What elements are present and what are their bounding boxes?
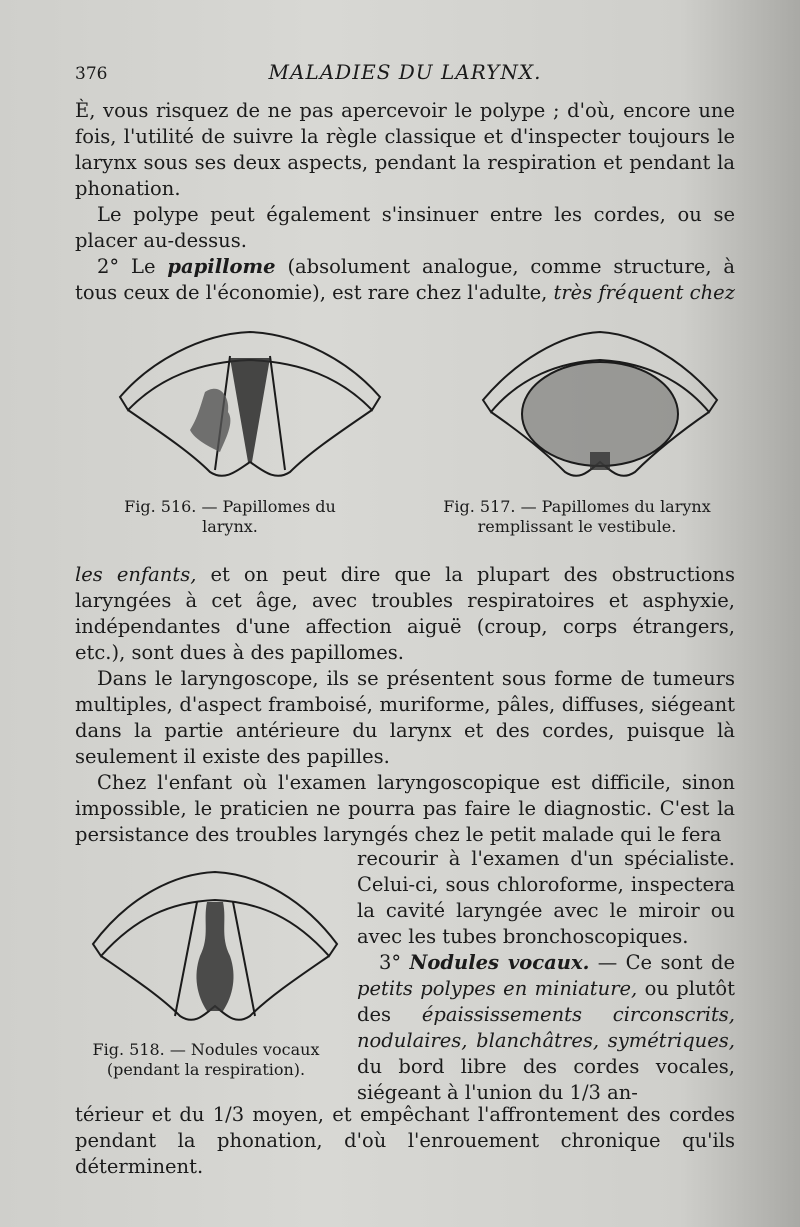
para7-italic-2: épaississements circonscrits, nodulaires, blanchâtres, symétriques, xyxy=(357,1003,735,1052)
paragraph-4 xyxy=(75,562,735,666)
text-block-wrap xyxy=(357,846,735,1106)
figure-517-larynx-drawing xyxy=(475,322,725,487)
running-title: MALADIES DU LARYNX. xyxy=(268,60,542,84)
para7-mid-2: du bord libre des cordes vocales, siégeant à l'union du 1/3 an- xyxy=(357,1055,735,1104)
list-number: 2° xyxy=(97,255,120,278)
running-header xyxy=(75,60,735,90)
caption-fig-517: Fig. 517. — Papillomes du larynx remplissant le vestibule. xyxy=(443,497,711,536)
para7-mid-1: ou plutôt des xyxy=(357,977,735,1026)
paragraph-2: Le polype peut également s'insinuer entre les cordes, ou se placer au-dessus. xyxy=(75,203,735,252)
para3-tail: très fréquent chez xyxy=(553,281,735,304)
para7-italic-1: petits polypes en miniature, xyxy=(357,977,638,1000)
paragraph-3 xyxy=(75,254,735,306)
text-block-top xyxy=(75,98,735,306)
caption-fig-516: Fig. 516. — Papillomes du larynx. xyxy=(124,497,336,536)
paragraph-1: È, vous risquez de ne pas apercevoir le polype ; d'où, encore une fois, l'utilité de suivre la règle classique et d'inspecter toujours le larynx sous ses deux aspects, pendant la respiration et pendant la phonation. xyxy=(75,99,735,200)
para3-lead: Le xyxy=(131,255,156,278)
paragraph-7-continued: térieur et du 1/3 moyen, et empêchant l'affrontement des cordes pendant la phonation, d'où l'enrouement chronique qu'ils déterminent. xyxy=(75,1103,735,1178)
para4-lead: les enfants, xyxy=(75,563,197,586)
caption-fig-518: Fig. 518. — Nodules vocaux (pendant la respiration). xyxy=(92,1040,320,1079)
para7-dash: — Ce sont de xyxy=(597,951,735,974)
figure-516-larynx-drawing xyxy=(110,322,390,487)
para4-rest: et on peut dire que la plupart des obstructions laryngées à cet âge, avec troubles respiratoires et asphyxie, indépendantes d'une affection aiguë (croup, corps étrangers, etc.), sont dues à des papillomes. xyxy=(75,563,735,664)
list-number-3: 3° xyxy=(379,951,402,974)
term-papillome: papillome xyxy=(167,255,276,278)
text-block-middle xyxy=(75,562,735,848)
page-number: 376 xyxy=(75,64,108,84)
figure-518-larynx-drawing xyxy=(85,866,345,1031)
paragraph-6-continued: recourir à l'examen d'un spécialiste. Celui-ci, sous chloroforme, inspectera la cavité laryngée avec le miroir ou avec les tubes bronchoscopiques. xyxy=(357,847,735,948)
paragraph-7 xyxy=(357,950,735,1106)
text-block-bottom xyxy=(75,1102,735,1180)
term-nodules-vocaux: Nodules vocaux. xyxy=(409,951,590,974)
para3-rest: (absolument analogue, comme structure, à tous ceux de l'économie), est rare chez l'adulte, xyxy=(75,255,735,304)
paragraph-6: Chez l'enfant où l'examen laryngoscopique est difficile, sinon impossible, le praticien ne pourra pas faire le diagnostic. C'est la persistance des troubles laryngés chez le petit malade qui le fera xyxy=(75,771,735,846)
paragraph-5: Dans le laryngoscope, ils se présentent sous forme de tumeurs multiples, d'aspect framboisé, muriforme, pâles, diffuses, siégeant dans la partie antérieure du larynx et des cordes, puisque là seulement il existe des papilles. xyxy=(75,667,735,768)
